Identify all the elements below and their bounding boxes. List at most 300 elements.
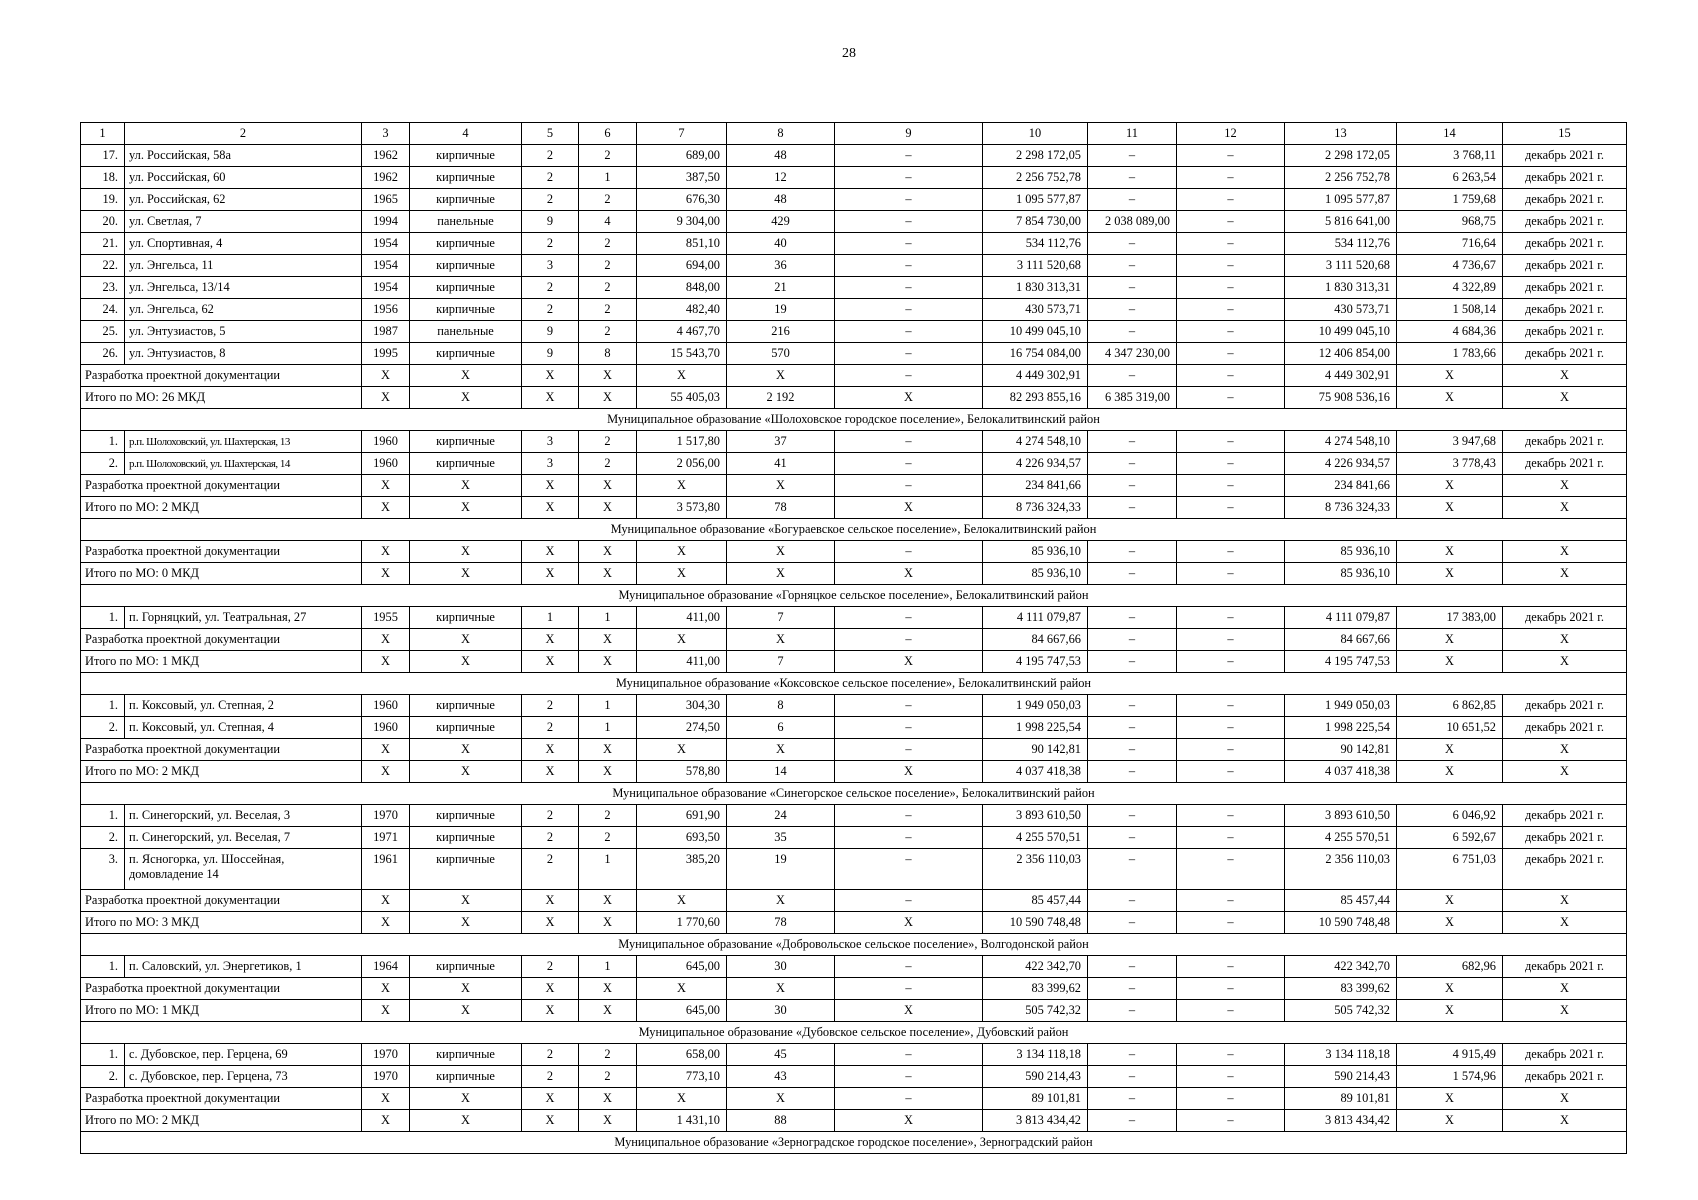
- table-cell: –: [835, 805, 983, 827]
- table-cell: 6 751,03: [1397, 849, 1503, 890]
- table-cell: 19: [727, 299, 835, 321]
- table-cell: –: [1177, 805, 1285, 827]
- table-cell: Х: [637, 541, 727, 563]
- summary-label: Разработка проектной документации: [81, 978, 362, 1000]
- municipality-section-row: [81, 409, 1627, 431]
- table-cell: Х: [410, 978, 522, 1000]
- municipality-section-row: [81, 1132, 1627, 1154]
- table-cell: Х: [579, 475, 637, 497]
- table-cell: кирпичные: [410, 277, 522, 299]
- table-cell: –: [1177, 277, 1285, 299]
- summary-label: Разработка проектной документации: [81, 365, 362, 387]
- table-cell: 2: [579, 277, 637, 299]
- table-cell: 4 449 302,91: [983, 365, 1088, 387]
- table-cell: Х: [410, 890, 522, 912]
- table-cell: Х: [637, 563, 727, 585]
- table-cell: –: [1177, 912, 1285, 934]
- table-cell: 645,00: [637, 1000, 727, 1022]
- table-cell: 7: [727, 651, 835, 673]
- table-row: [81, 607, 1627, 629]
- table-cell: 3 778,43: [1397, 453, 1503, 475]
- table-cell: декабрь 2021 г.: [1503, 233, 1627, 255]
- table-cell: кирпичные: [410, 255, 522, 277]
- table-cell: декабрь 2021 г.: [1503, 321, 1627, 343]
- table-cell: –: [1088, 277, 1177, 299]
- summary-label: Итого по МО: 2 МКД: [81, 761, 362, 783]
- table-cell: 274,50: [637, 717, 727, 739]
- table-cell: 1962: [362, 145, 410, 167]
- table-cell: 21.: [81, 233, 125, 255]
- table-cell: 716,64: [1397, 233, 1503, 255]
- municipality-title: Муниципальное образование «Горняцкое сельское поселение», Белокалитвинский район: [81, 585, 1627, 607]
- table-cell: –: [1088, 1000, 1177, 1022]
- table-cell: Х: [522, 1110, 579, 1132]
- table-cell: Х: [1397, 387, 1503, 409]
- table-cell: Х: [835, 497, 983, 519]
- table-cell: 3: [522, 453, 579, 475]
- table-cell: 430 573,71: [983, 299, 1088, 321]
- municipality-title: Муниципальное образование «Дубовское сельское поселение», Дубовский район: [81, 1022, 1627, 1044]
- table-cell: –: [1088, 761, 1177, 783]
- table-cell: –: [835, 189, 983, 211]
- table-cell: 9: [522, 343, 579, 365]
- table-cell: –: [835, 167, 983, 189]
- col-header: 11: [1088, 123, 1177, 145]
- table-cell: 1964: [362, 956, 410, 978]
- table-cell: –: [1088, 651, 1177, 673]
- table-cell: Х: [579, 563, 637, 585]
- table-cell: –: [1177, 497, 1285, 519]
- table-cell: –: [835, 453, 983, 475]
- table-cell: 2: [522, 189, 579, 211]
- table-cell: 24.: [81, 299, 125, 321]
- table-cell: Х: [410, 739, 522, 761]
- table-cell: 2 298 172,05: [1285, 145, 1397, 167]
- table-cell: 1: [522, 607, 579, 629]
- table-cell: Х: [1503, 1110, 1627, 1132]
- table-cell: Х: [1503, 1000, 1627, 1022]
- table-cell: кирпичные: [410, 805, 522, 827]
- table-cell: Х: [522, 365, 579, 387]
- table-cell: 694,00: [637, 255, 727, 277]
- table-cell: –: [1088, 189, 1177, 211]
- table-cell: Х: [362, 541, 410, 563]
- table-cell: 1 783,66: [1397, 343, 1503, 365]
- table-cell: –: [1088, 978, 1177, 1000]
- table-cell: Х: [1397, 629, 1503, 651]
- municipality-title: Муниципальное образование «Шолоховское городское поселение», Белокалитвинский район: [81, 409, 1627, 431]
- table-cell: 45: [727, 1044, 835, 1066]
- table-cell: –: [1177, 695, 1285, 717]
- table-cell: 6 046,92: [1397, 805, 1503, 827]
- table-cell: 8 736 324,33: [983, 497, 1088, 519]
- table-cell: –: [1088, 431, 1177, 453]
- table-cell: –: [1088, 453, 1177, 475]
- table-cell: 30: [727, 1000, 835, 1022]
- table-cell: 578,80: [637, 761, 727, 783]
- summary-label: Итого по МО: 3 МКД: [81, 912, 362, 934]
- table-cell: 1960: [362, 431, 410, 453]
- table-cell: 1 517,80: [637, 431, 727, 453]
- table-cell: –: [835, 541, 983, 563]
- table-cell: 3 134 118,18: [1285, 1044, 1397, 1066]
- table-cell: декабрь 2021 г.: [1503, 145, 1627, 167]
- table-cell: Х: [579, 978, 637, 1000]
- table-cell: 1954: [362, 277, 410, 299]
- table-cell: 85 936,10: [983, 541, 1088, 563]
- summary-row: [81, 651, 1627, 673]
- table-cell: –: [835, 1066, 983, 1088]
- table-cell: 83 399,62: [1285, 978, 1397, 1000]
- table-cell: –: [1088, 255, 1177, 277]
- table-cell: 4 195 747,53: [1285, 651, 1397, 673]
- table-cell: 1 830 313,31: [1285, 277, 1397, 299]
- table-row: [81, 299, 1627, 321]
- table-cell: –: [1177, 211, 1285, 233]
- table-cell: кирпичные: [410, 167, 522, 189]
- table-cell: Х: [1397, 1088, 1503, 1110]
- table-cell: 9 304,00: [637, 211, 727, 233]
- table-cell: 2: [522, 167, 579, 189]
- table-cell: Х: [1503, 890, 1627, 912]
- municipality-section-row: [81, 519, 1627, 541]
- table-cell: 3 947,68: [1397, 431, 1503, 453]
- table-cell: 590 214,43: [1285, 1066, 1397, 1088]
- table-cell: 4 255 570,51: [1285, 827, 1397, 849]
- table-cell: Х: [522, 890, 579, 912]
- table-cell: 7: [727, 607, 835, 629]
- table-cell: кирпичные: [410, 431, 522, 453]
- table-cell: 23.: [81, 277, 125, 299]
- table-cell: –: [835, 1088, 983, 1110]
- table-cell: 90 142,81: [983, 739, 1088, 761]
- table-cell: 4 037 418,38: [983, 761, 1088, 783]
- table-row: [81, 827, 1627, 849]
- table-cell: –: [835, 431, 983, 453]
- table-cell: Х: [522, 761, 579, 783]
- table-cell: декабрь 2021 г.: [1503, 695, 1627, 717]
- summary-row: [81, 912, 1627, 934]
- table-cell: декабрь 2021 г.: [1503, 607, 1627, 629]
- summary-row: [81, 890, 1627, 912]
- table-cell: кирпичные: [410, 189, 522, 211]
- table-cell: –: [1088, 607, 1177, 629]
- table-cell: 1 998 225,54: [1285, 717, 1397, 739]
- table-cell: –: [835, 277, 983, 299]
- table-cell: –: [1088, 1044, 1177, 1066]
- table-cell: 6: [727, 717, 835, 739]
- col-header: 9: [835, 123, 983, 145]
- table-cell: 75 908 536,16: [1285, 387, 1397, 409]
- table-cell: –: [1177, 1066, 1285, 1088]
- table-row: [81, 255, 1627, 277]
- col-header: 14: [1397, 123, 1503, 145]
- table-cell: –: [1177, 607, 1285, 629]
- col-header: 10: [983, 123, 1088, 145]
- table-cell: Х: [522, 651, 579, 673]
- table-cell: 1.: [81, 607, 125, 629]
- table-cell: –: [1088, 912, 1177, 934]
- table-cell: 411,00: [637, 651, 727, 673]
- table-row: [81, 1066, 1627, 1088]
- table-cell: –: [835, 956, 983, 978]
- table-cell: 1955: [362, 607, 410, 629]
- table-cell: –: [1088, 167, 1177, 189]
- table-cell: 4: [579, 211, 637, 233]
- table-cell: 4 449 302,91: [1285, 365, 1397, 387]
- table-cell: –: [1177, 343, 1285, 365]
- table-cell: 1995: [362, 343, 410, 365]
- table-cell: –: [1088, 827, 1177, 849]
- table-cell: 3 573,80: [637, 497, 727, 519]
- address-cell: ул. Российская, 60: [125, 167, 362, 189]
- table-cell: 3: [522, 431, 579, 453]
- table-cell: 1970: [362, 1066, 410, 1088]
- table-cell: Х: [727, 563, 835, 585]
- table-cell: декабрь 2021 г.: [1503, 1044, 1627, 1066]
- table-cell: 30: [727, 956, 835, 978]
- col-header: 6: [579, 123, 637, 145]
- table-cell: Х: [1503, 365, 1627, 387]
- address-cell: п. Коксовый, ул. Степная, 4: [125, 717, 362, 739]
- table-cell: 2: [522, 827, 579, 849]
- table-cell: 4 467,70: [637, 321, 727, 343]
- table-cell: 78: [727, 912, 835, 934]
- table-row: [81, 233, 1627, 255]
- municipality-section-row: [81, 934, 1627, 956]
- table-cell: 78: [727, 497, 835, 519]
- table-cell: 41: [727, 453, 835, 475]
- table-cell: –: [1088, 805, 1177, 827]
- table-cell: 590 214,43: [983, 1066, 1088, 1088]
- table-cell: 851,10: [637, 233, 727, 255]
- summary-row: [81, 563, 1627, 585]
- table-cell: 4 111 079,87: [1285, 607, 1397, 629]
- table-cell: Х: [522, 563, 579, 585]
- table-cell: 689,00: [637, 145, 727, 167]
- table-cell: 4 347 230,00: [1088, 343, 1177, 365]
- table-cell: 22.: [81, 255, 125, 277]
- table-cell: –: [835, 849, 983, 890]
- table-cell: 2.: [81, 717, 125, 739]
- table-cell: 4 226 934,57: [1285, 453, 1397, 475]
- table-cell: –: [1088, 739, 1177, 761]
- table-cell: Х: [410, 475, 522, 497]
- table-cell: 1: [579, 607, 637, 629]
- table-cell: –: [1177, 387, 1285, 409]
- table-cell: 20.: [81, 211, 125, 233]
- summary-label: Разработка проектной документации: [81, 890, 362, 912]
- table-cell: –: [1177, 956, 1285, 978]
- table-cell: Х: [727, 541, 835, 563]
- address-cell: ул. Энгельса, 62: [125, 299, 362, 321]
- table-cell: –: [1088, 849, 1177, 890]
- address-cell: ул. Энтузиастов, 5: [125, 321, 362, 343]
- table-cell: –: [1088, 321, 1177, 343]
- table-cell: 4 915,49: [1397, 1044, 1503, 1066]
- table-cell: декабрь 2021 г.: [1503, 453, 1627, 475]
- table-cell: Х: [362, 629, 410, 651]
- table-cell: Х: [579, 497, 637, 519]
- table-cell: Х: [410, 497, 522, 519]
- summary-label: Разработка проектной документации: [81, 541, 362, 563]
- table-row: [81, 211, 1627, 233]
- table-cell: –: [1177, 299, 1285, 321]
- municipality-section-row: [81, 585, 1627, 607]
- table-cell: Х: [835, 387, 983, 409]
- table-cell: 26.: [81, 343, 125, 365]
- table-row: [81, 145, 1627, 167]
- table-cell: Х: [1503, 1088, 1627, 1110]
- table-cell: кирпичные: [410, 827, 522, 849]
- table-cell: 6 263,54: [1397, 167, 1503, 189]
- table-cell: –: [1177, 145, 1285, 167]
- table-cell: 48: [727, 189, 835, 211]
- table-cell: 2 256 752,78: [983, 167, 1088, 189]
- table-cell: 2 356 110,03: [983, 849, 1088, 890]
- table-cell: –: [1177, 365, 1285, 387]
- table-cell: Х: [1397, 1110, 1503, 1132]
- summary-label: Разработка проектной документации: [81, 739, 362, 761]
- table-cell: Х: [1503, 475, 1627, 497]
- table-cell: декабрь 2021 г.: [1503, 827, 1627, 849]
- table-cell: 968,75: [1397, 211, 1503, 233]
- table-cell: Х: [637, 475, 727, 497]
- table-cell: 1 508,14: [1397, 299, 1503, 321]
- table-cell: 10 590 748,48: [1285, 912, 1397, 934]
- table-cell: Х: [579, 365, 637, 387]
- table-cell: 43: [727, 1066, 835, 1088]
- table-cell: 19: [727, 849, 835, 890]
- table-row: [81, 431, 1627, 453]
- summary-row: [81, 387, 1627, 409]
- table-cell: кирпичные: [410, 1044, 522, 1066]
- table-cell: –: [1088, 717, 1177, 739]
- address-cell: ул. Энтузиастов, 8: [125, 343, 362, 365]
- table-cell: кирпичные: [410, 1066, 522, 1088]
- table-cell: Х: [727, 739, 835, 761]
- table-cell: Х: [1397, 651, 1503, 673]
- table-cell: 1987: [362, 321, 410, 343]
- table-cell: 2: [522, 695, 579, 717]
- table-cell: Х: [727, 1088, 835, 1110]
- col-header: 3: [362, 123, 410, 145]
- table-cell: 3 134 118,18: [983, 1044, 1088, 1066]
- table-row: [81, 453, 1627, 475]
- table-cell: 1962: [362, 167, 410, 189]
- table-cell: Х: [362, 1088, 410, 1110]
- table-row: [81, 805, 1627, 827]
- table-cell: 4 322,89: [1397, 277, 1503, 299]
- table-cell: 6 592,67: [1397, 827, 1503, 849]
- table-cell: 85 457,44: [983, 890, 1088, 912]
- table-cell: 85 457,44: [1285, 890, 1397, 912]
- table-cell: 3 111 520,68: [1285, 255, 1397, 277]
- table-cell: 90 142,81: [1285, 739, 1397, 761]
- table-cell: 682,96: [1397, 956, 1503, 978]
- table-cell: Х: [362, 387, 410, 409]
- table-cell: 85 936,10: [1285, 563, 1397, 585]
- table-cell: 482,40: [637, 299, 727, 321]
- table-cell: 1 949 050,03: [983, 695, 1088, 717]
- table-cell: 83 399,62: [983, 978, 1088, 1000]
- table-cell: 422 342,70: [1285, 956, 1397, 978]
- table-cell: 12: [727, 167, 835, 189]
- address-cell: п. Синегорский, ул. Веселая, 7: [125, 827, 362, 849]
- col-header: 12: [1177, 123, 1285, 145]
- table-cell: 2 256 752,78: [1285, 167, 1397, 189]
- table-cell: Х: [1397, 890, 1503, 912]
- address-cell: с. Дубовское, пер. Герцена, 69: [125, 1044, 362, 1066]
- table-cell: 3 813 434,42: [1285, 1110, 1397, 1132]
- page-number: 28: [842, 46, 856, 61]
- table-cell: 429: [727, 211, 835, 233]
- table-cell: 1 431,10: [637, 1110, 727, 1132]
- table-cell: 10 499 045,10: [1285, 321, 1397, 343]
- table-cell: 4 274 548,10: [983, 431, 1088, 453]
- table-cell: Х: [362, 365, 410, 387]
- table-cell: 48: [727, 145, 835, 167]
- summary-label: Разработка проектной документации: [81, 475, 362, 497]
- table-cell: Х: [1503, 912, 1627, 934]
- table-cell: 216: [727, 321, 835, 343]
- address-cell: ул. Светлая, 7: [125, 211, 362, 233]
- table-cell: 2: [579, 1066, 637, 1088]
- table-cell: 505 742,32: [1285, 1000, 1397, 1022]
- table-cell: –: [1088, 233, 1177, 255]
- table-cell: 1 770,60: [637, 912, 727, 934]
- table-cell: Х: [410, 1000, 522, 1022]
- table-cell: 4 226 934,57: [983, 453, 1088, 475]
- capital-repair-table: [80, 122, 1627, 1154]
- table-cell: 1 830 313,31: [983, 277, 1088, 299]
- table-cell: 14: [727, 761, 835, 783]
- table-cell: Х: [522, 1088, 579, 1110]
- table-cell: Х: [1397, 541, 1503, 563]
- table-cell: 4 736,67: [1397, 255, 1503, 277]
- table-cell: Х: [727, 629, 835, 651]
- table-cell: 8: [727, 695, 835, 717]
- table-cell: Х: [410, 563, 522, 585]
- table-cell: Х: [835, 1000, 983, 1022]
- table-cell: Х: [579, 541, 637, 563]
- table-cell: Х: [1397, 761, 1503, 783]
- table-cell: 2: [522, 1044, 579, 1066]
- address-cell: ул. Российская, 58а: [125, 145, 362, 167]
- table-cell: –: [1088, 299, 1177, 321]
- table-cell: 430 573,71: [1285, 299, 1397, 321]
- table-cell: 4 195 747,53: [983, 651, 1088, 673]
- table-cell: 1.: [81, 956, 125, 978]
- table-cell: Х: [835, 1110, 983, 1132]
- table-cell: 2: [579, 255, 637, 277]
- table-cell: –: [1177, 189, 1285, 211]
- address-cell: ул. Энгельса, 13/14: [125, 277, 362, 299]
- table-cell: 1971: [362, 827, 410, 849]
- table-cell: –: [835, 695, 983, 717]
- table-row: [81, 189, 1627, 211]
- table-cell: 505 742,32: [983, 1000, 1088, 1022]
- table-cell: Х: [410, 1110, 522, 1132]
- table-cell: 2: [522, 956, 579, 978]
- table-cell: –: [1088, 1088, 1177, 1110]
- table-row: [81, 167, 1627, 189]
- table-cell: 1.: [81, 431, 125, 453]
- address-cell: п. Саловский, ул. Энергетиков, 1: [125, 956, 362, 978]
- table-cell: кирпичные: [410, 145, 522, 167]
- table-cell: Х: [579, 1110, 637, 1132]
- table-cell: –: [1088, 563, 1177, 585]
